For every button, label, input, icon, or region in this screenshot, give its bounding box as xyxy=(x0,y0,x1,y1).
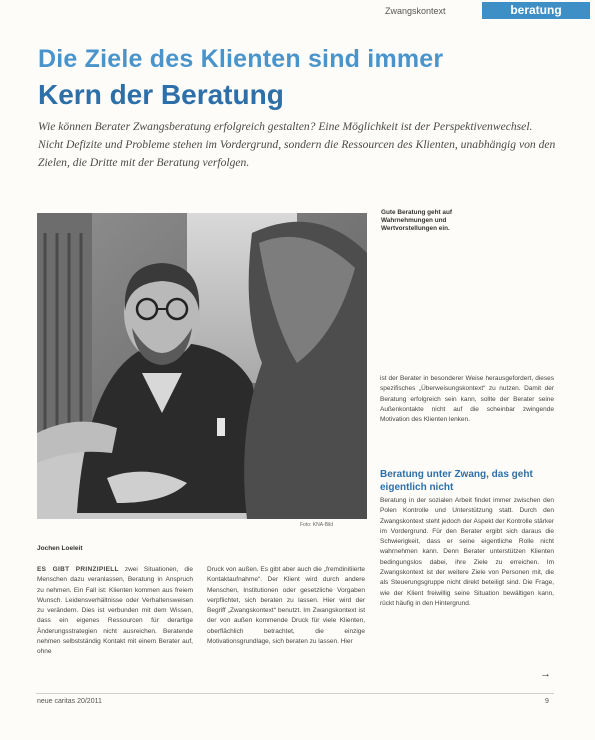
article-title-line2: Kern der Beratung xyxy=(38,79,284,110)
photo-illustration xyxy=(37,213,367,519)
article-photo xyxy=(37,213,367,519)
body-column-3-bottom: Beratung in der sozialen Arbeit findet immer zwischen den Polen Kontrolle und Unterstützung statt. Durch den Zwangskontext steht jedoch der Aspekt der Kontrolle stärker im Vordergrund. Für den Berater ergibt sich daraus die Schwierigkeit, dass er seine eigentliche Rolle nicht wahrnehmen kann. Denn Berater unterstützen Klienten bedingungslos dabei, ihre Ziele zu erreichen. Im Zwangskontext ist der weitere Ziele von Personen mit, die als Steuerungsgruppe nicht direkt beteiligt sind. Die Frage, wie der Klient freiwillig seine Situation bewältigen kann, rückt häufig in den Hintergrund. xyxy=(380,497,554,607)
body-column-2: Druck von außen. Es gibt aber auch die „fremdinitiierte Kontaktaufnahme“. Der Klient wird durch andere Menschen, Institutionen oder gesetzliche Vorgaben verpflichtet, sich beraten zu lassen. Hier wird der Begriff „Zwangskontext“ benutzt. Im Zwangskontext ist der von außen kommende Druck für viele Klienten, oberflächlich betrachtet, die einzige Motivationsgrundlage, sich beraten zu lassen. Hier xyxy=(207,566,365,646)
article-subhead: Beratung unter Zwang, das geht eigentlich nicht xyxy=(380,469,533,493)
continue-arrow-icon: → xyxy=(540,668,551,680)
section-tab: beratung xyxy=(482,2,590,19)
body-lead-caps: ES GIBT PRINZIPIELL xyxy=(37,566,119,573)
body-column-1 xyxy=(37,565,193,658)
footer-publication: neue caritas 20/2011 xyxy=(37,698,102,705)
article-author: Jochen Loeleit xyxy=(37,545,83,552)
page-number: 9 xyxy=(545,698,549,705)
section-label: Zwangskontext xyxy=(385,6,446,16)
photo-caption: Gute Beratung geht auf Wahrnehmungen und Wertvorstellungen ein. xyxy=(381,209,453,232)
photo-credit: Foto: KNA-Bild xyxy=(300,522,334,528)
article-title-line1: Die Ziele des Klienten sind immer xyxy=(38,45,444,73)
body-column-1-text: zwei Situationen, die Menschen dazu veranlassen, Beratung in Anspruch zu nehmen. Ein Fall ist: Klienten kommen aus freiem Wunsch. Leidensverhältnisse oder Verhaltensweisen zu verändern. Dies ist verbunden mit dem Wissen, dass ein eigenes Ressourcen für derartige Änderungsstrategien nicht ausreichen. Beratende nehmen selbstständig Kontakt mit einem Berater auf, ohne xyxy=(37,566,193,656)
body-column-3-top: ist der Berater in besonderer Weise herausgefordert, dieses spezifisches „Überweisungskontext“ zu nutzen. Damit der Beratung erfolgreich sein kann, sollte der Berater seine Außenkontakte nicht auf die scheinbar zwingende Motivation des Klienten lenken. xyxy=(380,375,554,424)
footer-divider xyxy=(36,693,554,694)
article-lead: Wie können Berater Zwangsberatung erfolgreich gestalten? Eine Möglichkeit ist der Perspektivenwechsel. Nicht Defizite und Probleme stehen im Vordergrund, sondern die Ressourcen des Klienten, unabhängig von den Zielen, die Dritte mit der Beratung verfolgen. xyxy=(38,120,556,169)
